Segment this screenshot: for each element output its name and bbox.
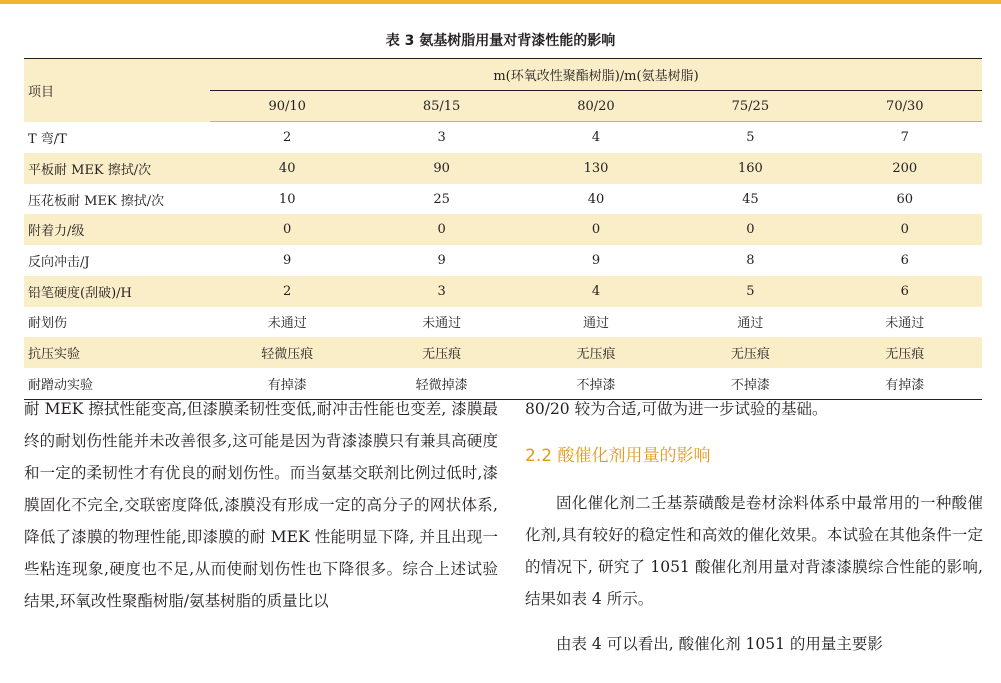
table-cell: 90 xyxy=(364,153,518,184)
table-cell: 0 xyxy=(519,214,673,245)
table-cell: 未通过 xyxy=(422,316,462,332)
table-cell: 40 xyxy=(210,153,364,184)
table-cell: 9 xyxy=(591,252,601,268)
table-cell: 0 xyxy=(364,214,518,245)
table-cell: 不掉漆 xyxy=(519,368,673,399)
table-cell: 40 xyxy=(587,191,605,207)
data-table xyxy=(24,58,982,400)
table-cell: 无压痕 xyxy=(519,337,673,368)
table-cell: 2 xyxy=(283,130,292,146)
table-cell: 200 xyxy=(828,153,982,184)
table-cell: 6 xyxy=(900,252,909,268)
table-cell: 5 xyxy=(746,130,755,146)
table-header-row xyxy=(24,59,982,91)
row-label: T 弯/T xyxy=(28,131,67,147)
table-cell: 6 xyxy=(828,276,982,307)
section-heading: 2.2 酸催化剂用量的影响 xyxy=(525,446,711,466)
table-cell: 0 xyxy=(210,214,364,245)
row-label: 平板耐 MEK 擦拭/次 xyxy=(24,153,210,184)
table-cell: 160 xyxy=(673,153,827,184)
table-cell: 4 xyxy=(591,130,601,146)
table-cell: 60 xyxy=(896,191,914,207)
table-cell: 10 xyxy=(278,191,296,207)
table-cell: 不掉漆 xyxy=(673,368,827,399)
table-cell: 25 xyxy=(433,191,450,207)
row-label: 耐划伤 xyxy=(28,316,68,332)
table-cell: 4 xyxy=(519,276,673,307)
table-cell: 5 xyxy=(673,276,827,307)
table-cell: 通过 xyxy=(582,316,609,332)
row-label: 铅笔硬度(刮破)/H xyxy=(24,276,210,307)
left-column xyxy=(24,393,498,617)
table-row xyxy=(24,307,982,338)
body-paragraph: 固化催化剂二壬基萘磺酸是卷材涂料体系中最常用的一种酸催化剂,具有较好的稳定性和高效的催化效果。本试验在其他条件一定的情况下, 研究了 1051 酸催化剂用量对背漆漆膜综合性能的影响,结果如表 4 所示。 xyxy=(525,494,983,608)
table-cell: 轻微掉漆 xyxy=(364,368,518,399)
top-accent-rule xyxy=(0,0,1001,4)
table-row xyxy=(24,122,982,153)
table-cell: 0 xyxy=(673,214,827,245)
table-row xyxy=(24,337,982,368)
column-header: 85/15 xyxy=(364,90,518,122)
row-label: 耐蹭动实验 xyxy=(24,368,210,399)
table-cell: 有掉漆 xyxy=(828,368,982,399)
row-header: 项目 xyxy=(24,59,210,122)
table-cell: 3 xyxy=(364,276,518,307)
table-cell: 9 xyxy=(437,252,446,268)
table-cell: 2 xyxy=(210,276,364,307)
row-label: 反向冲击/J xyxy=(28,254,90,270)
table-cell: 45 xyxy=(742,191,759,207)
column-header: 90/10 xyxy=(210,90,364,122)
table-caption: 表 3 氨基树脂用量对背漆性能的影响 xyxy=(385,33,616,49)
table-row xyxy=(24,245,982,276)
body-paragraph: 耐 MEK 擦拭性能变高,但漆膜柔韧性变低,耐冲击性能也变差, 漆膜最终的耐划伤性能并未改善很多,这可能是因为背漆漆膜只有兼具高硬度和一定的柔韧性才有优良的耐划伤性。而当氨基交联剂比例过低时,漆膜固化不完全,交联密度降低,漆膜没有形成一定的高分子的网状体系, 降低了漆膜的物理性能,即漆膜的耐 MEK 性能明显下降, 并且出现一些粘连现象,硬度也不足,从而使耐划伤性也下降很多。综合上述试验结果,环氧改性聚酯树脂/氨基树脂的质量比以 xyxy=(24,400,498,610)
table-cell: 0 xyxy=(828,214,982,245)
table-cell: 未通过 xyxy=(267,316,307,332)
table-cell: 通过 xyxy=(737,316,764,332)
group-header: m(环氧改性聚酯树脂)/m(氨基树脂) xyxy=(210,59,982,91)
body-paragraph: 由表 4 可以看出, 酸催化剂 1051 的用量主要影 xyxy=(556,635,883,653)
body-paragraph: 80/20 较为合适,可做为进一步试验的基础。 xyxy=(525,400,828,418)
table-row xyxy=(24,276,982,307)
table-cell: 9 xyxy=(283,252,292,268)
table-cell: 3 xyxy=(437,130,446,146)
table-cell: 无压痕 xyxy=(673,337,827,368)
table-row xyxy=(24,153,982,184)
row-label: 抗压实验 xyxy=(24,337,210,368)
table-cell: 未通过 xyxy=(885,316,925,332)
row-label: 附着力/级 xyxy=(24,214,210,245)
right-column xyxy=(525,393,983,660)
table-cell: 无压痕 xyxy=(828,337,982,368)
table-cell: 7 xyxy=(900,130,909,146)
column-header: 80/20 xyxy=(519,90,673,122)
column-header: 75/25 xyxy=(673,90,827,122)
table-cell: 轻微压痕 xyxy=(210,337,364,368)
table-row xyxy=(24,184,982,215)
column-header: 70/30 xyxy=(828,90,982,122)
table-cell: 无压痕 xyxy=(364,337,518,368)
row-label: 压花板耐 MEK 擦拭/次 xyxy=(28,193,165,209)
table-cell: 130 xyxy=(519,153,673,184)
table-cell: 有掉漆 xyxy=(210,368,364,399)
table-row xyxy=(24,214,982,245)
table-cell: 8 xyxy=(746,252,755,268)
